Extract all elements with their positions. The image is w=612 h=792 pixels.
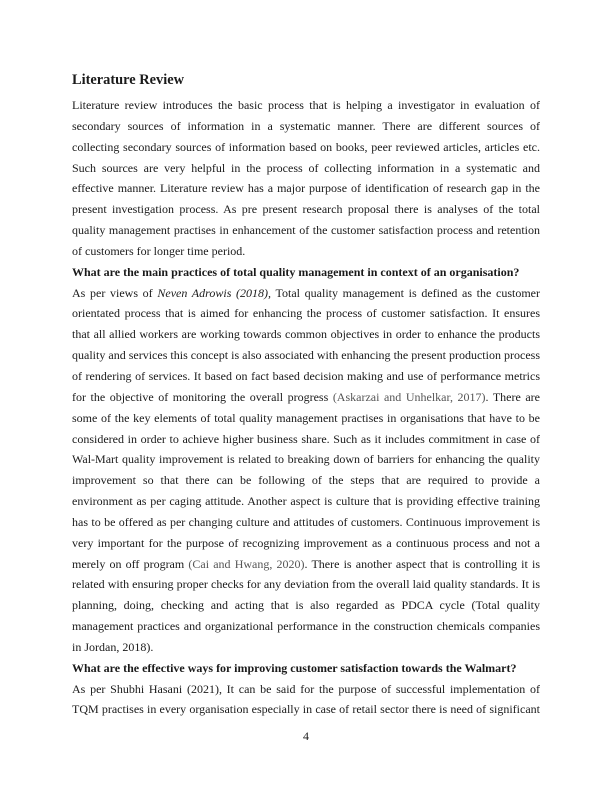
para-lead: As per views of xyxy=(72,285,158,300)
citation-cai: (Cai and Hwang, 2020) xyxy=(188,556,305,571)
citation-askarzai: (Askarzai and Unhelkar, 2017) xyxy=(332,389,486,404)
para-text-2: . There are some of the key elements of total quality management practises in organisations that have to be considered in order to achieve higher business share. Such as it includes commitment in case of Wal-Mart quality improvement is related to breaking down of barriers for enhancing the quality improvement so that there can be following of the steps that are required to provide a environment as per caging attitude. Another aspect is culture that is providing effective training has to be offered as per changing culture and attitudes of customers. Continuous improvement is very important for the purpose of recognizing improvement as a continuous process and not a merely on off program xyxy=(72,389,540,571)
para-text-1: Total quality management is defined as the customer orientated process that is aimed for enhancing the process of customer satisfaction. It ensures that all allied workers are working towards common objectives in order to enhance the products quality and services this concept is also associated with enhancing the present production process of rendering of services. It based on fact based decision making and use of performance metrics for the objective of monitoring the overall progress xyxy=(72,285,540,404)
tqm-paragraph xyxy=(72,283,540,658)
intro-paragraph: Literature review introduces the basic process that is helping a investigator in evaluation of secondary sources of information in a systematic manner. There are different sources of collecting secondary sources of information based on books, peer reviewed articles, articles etc. Such sources are very helpful in the process of collecting information in a systematic and effective manner. Literature review has a major purpose of identification of research gap in the present investigation process. As pre present research proposal there is analyses of the total quality management practises in enhancement of the customer satisfaction process and retention of customers for longer time period. xyxy=(72,98,540,258)
page-content xyxy=(72,71,540,720)
author-citation: Neven Adrowis (2018), xyxy=(157,285,272,300)
page-number: 4 xyxy=(303,729,309,743)
satisfaction-paragraph: As per Shubhi Hasani (2021), It can be said for the purpose of successful implementation of TQM practises in every organisation especially in case of retail sector there is need of significant xyxy=(72,681,540,717)
section-heading: Literature Review xyxy=(72,72,185,88)
question-heading-1: What are the main practices of total quality management in context of an organisation? xyxy=(72,264,520,279)
question-heading-2: What are the effective ways for improving customer satisfaction towards the Walmart? xyxy=(72,660,517,675)
para-text-3: . There is another aspect that is controlling it is related with ensuring proper checks for any deviation from the overall laid quality standards. It is planning, doing, checking and acting that is also regarded as PDCA cycle (Total quality management practices and organizational performance in the construction chemicals companies in Jordan, 2018). xyxy=(72,556,541,654)
